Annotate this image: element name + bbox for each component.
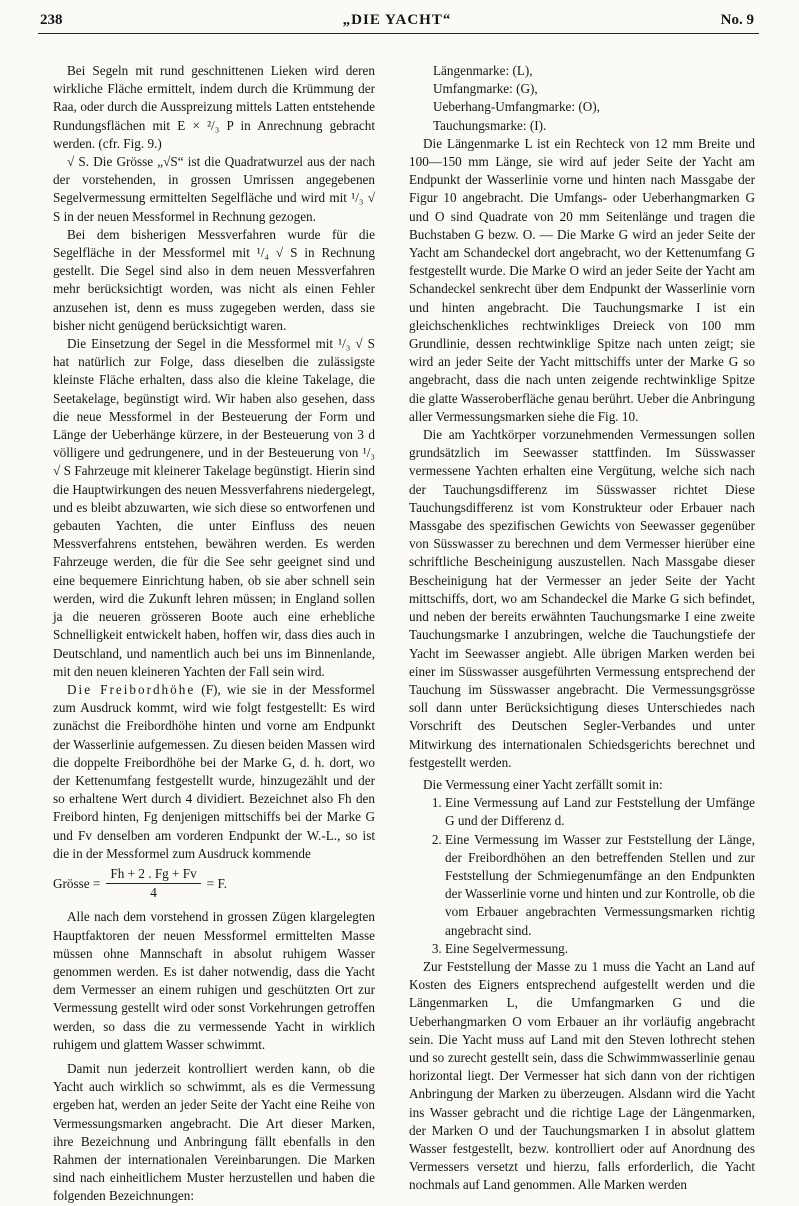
paragraph: Die Längenmarke L ist ein Rechteck von 12 mm Breite und 100—150 mm Länge, sie wird auf jeder Seite der Yacht am Endpunkt der Wasserlinie vorne und hinten nach Massgabe der Figur 10 angebracht. Die Umfangs- oder Ueberhangmarken G und O sind Quadrate von 20 mm Seitenlänge und tragen die Buchstaben G bezw. O. — Die Marke G wird an jeder Seite der Yacht am Schandeckel dort angebracht, wo der Kettenumfang G festgestellt wurde. Die Marke O wird an jeder Seite der Yacht am Schandeckel senkrecht über dem Endpunkt der Wasserlinie vorn und hinten angebracht. Die Tauchungsmarke I ist ein gleichschenkliches rechtwinkliges Dreieck von 100 mm Grundlinie, dessen rechtwinklige Spitze nach unten zeigt; sie wird an jeder Seite der Yacht mittschiffs unter der Marke G so angebracht, dass die nach unten zeigende rechtwinklige Spitze die glatte Wasseroberfläche genau berührt. Ueber die Anbringung aller Vermessungsmarken siehe die Fig. 10. [409, 135, 755, 424]
list-item: 3. Eine Segelvermessung. [445, 940, 755, 958]
journal-title: „DIE YACHT“ [342, 12, 452, 28]
paragraph-freibord [53, 681, 375, 863]
formula-denominator: 4 [150, 885, 157, 901]
issue-number: No. 9 [720, 12, 754, 28]
paragraph: Bei Segeln mit rund geschnittenen Lieken wird deren wirkliche Fläche ermittelt, indem durch die Krümmung der Raa, oder durch die Ausspreizung mittels Latten entstehende Rundungsflächen mit E × ²/₃ P in Anrechnung gebracht werden. (cfr. Fig. 9.) [53, 63, 375, 151]
formula-numerator: Fh + 2 . Fg + Fv [106, 865, 200, 884]
page-header [40, 10, 754, 32]
right-column [409, 62, 755, 1195]
paragraph: Alle nach dem vorstehend in grossen Zügen klargelegten Hauptfaktoren der neuen Messformel ermittelten Masse müssen ohne Mannschaft in absolut ruhigem Wasser genommen werden. Es ist daher notwendig, dass die Yacht dem Vermesser an einem ruhigen und geschützten Ort zur Vermessung gestellt wird oder sonst Vorkehrungen getroffen werden, so dass die zu vermessende Yacht in wirklich ruhigem und glattem Wasser schwimmt. [53, 909, 375, 1052]
mark-line: Tauchungsmarke: (I). [433, 117, 547, 133]
list-item: 1. Eine Vermessung auf Land zur Feststellung der Umfänge G und der Differenz d. [445, 794, 755, 830]
paragraph: Die Vermessung einer Yacht zerfällt somit in: [423, 776, 663, 792]
paragraph: Bei dem bisherigen Messverfahren wurde für die Segelfläche in der Messformel mit ¹/₄ √ S in Rechnung gestellt. Die Segel sind also in dem neuen Messverfahren mehr berücksichtigt worden, was nicht als einen Fehler anzusehen ist, denn es muss zugegeben werden, dass sie bisher nicht genügend berücksichtigt waren. [53, 226, 375, 333]
formula-fraction [106, 865, 200, 902]
mark-line: Umfangmarke: (G), [433, 81, 538, 97]
paragraph: √ S. Die Grösse „√S“ ist die Quadratwurzel aus der nach der vorstehenden, in grossen Umrissen angegebenen Segelvermessung ermittelten Segelfläche und wird mit ¹/₃ √ S in der neuen Messformel in Rechnung gezogen. [53, 154, 375, 224]
freibord-formula [53, 865, 375, 902]
list-item: 2. Eine Vermessung im Wasser zur Feststellung der Länge, der Freibordhöhen an den betreffenden Stellen und zur Feststellung der Schmiegenumfänge an den Endpunkten der Wasserlinie vorne und hinten und zur Kontrolle, ob die vom Erbauer angebrachten Vermessungsmarken richtig angebracht sind. [445, 831, 755, 940]
page-number: 238 [40, 12, 63, 28]
formula-right: = F. [206, 875, 228, 891]
spaced-heading: Die Freibordhöhe [67, 681, 196, 697]
mark-line: Ueberhang-Umfangmarke: (O), [433, 99, 600, 115]
left-column [53, 62, 375, 1206]
paragraph: Damit nun jederzeit kontrolliert werden kann, ob die Yacht auch wirklich so schwimmt, als es die Vermessung ergeben hat, werden an jeder Seite der Yacht eine Reihe von Vermessungsmarken angebracht. Die Art dieser Marken, ihre Bezeichnung und Anbringung fällt ebenfalls in den Rahmen der internationalen Vereinbarungen. Die Marken sind nach einheitlichem Muster herzustellen und haben die folgenden Bezeichnungen: [53, 1060, 375, 1204]
paragraph: Die am Yachtkörper vorzunehmenden Vermessungen sollen grundsätzlich im Seewasser stattfinden. Im Süsswasser vermessene Yachten erhalten eine Vergütung, welche sich nach der Tauchungsdifferenz im Süsswasser richtet Diese Tauchungsdifferenz ist vom Konstrukteur oder Erbauer nach Massgabe des spezifischen Gewichts von Seewasser gegenüber von Süsswasser zu berechnen und dem Vermesser hierüber eine schriftliche Bescheinigung auszustellen. Nach Massgabe dieser Bescheinigung hat der Vermesser an jeder Seite der Yacht mittschiffs, dort, wo am Schandeckel die Marke G sich befindet, und neben der bereits erwähnten Tauchungsmarke I eine zweite Tauchungsmarke I anzubringen, welche die Tauchungstiefe der Yacht im Seewasser angiebt. Alle übrigen Marken werden bei einer im Süsswasser ausgeführten Vermessung entsprechend der Tauchung im Süsswasser angebracht. Die Vermessungsgrösse soll dann unter Berücksichtigung dieses Unterschiedes nach Vorschrift des Deutschen Segler-Verbandes und unter Mitwirkung des internationalen Schiedsgerichts berechnet und festgestellt werden. [409, 427, 755, 770]
paragraph-text: (F), wie sie in der Messformel zum Ausdruck kommt, wird wie folgt festgestellt: Es wird zunächst die Freibordhöhe hinten und vorne am Endpunkt der Wasserlinie aufgemessen. Zu diesen beiden Massen wird die doppelte Freibordhöhe bei der Marke G, d. h. dort, wo der Kettenumfang festgestellt wurde, hinzugezählt und der so erhaltene Wert durch 4 dividiert. Bezeichnet also Fh den Freibord hinten, Fg denjenigen mittschiffs bei der Marke G und Fv denselben am vorderen Endpunkt der W.-L., so ist die in der Messformel zum Ausdruck kommende [53, 681, 376, 861]
header-rule [38, 33, 759, 34]
mark-line: Längenmarke: (L), [433, 63, 533, 78]
measurement-list [409, 794, 755, 958]
formula-left: Grösse = [53, 875, 101, 891]
paragraph: Die Einsetzung der Segel in die Messformel mit ¹/₃ √ S hat natürlich zur Folge, dass dieselben die zulässigste kleinste Fläche erhalten, dass also die kleine Takelage, die Seetakelage, begünstigt wird. Wir haben also gesehen, dass die neue Messformel in der Besteuerung der Form und Länge der Ueberhänge kürzere, in der Besteuerung von 3 d völligere und gedrungenere, und in der Besteuerung von ¹/₃ √ S Fahrzeuge mit kleinerer Takelage begünstigt. Hierin sind die Hauptwirkungen des neuen Messverfahrens niedergelegt, und es bleibt abzuwarten, wie sich diese so entworfenen und gebauten Yachten, die unter Einfluss des neuen Messverfahrens entstehen, bewähren werden. Es werden Fahrzeuge werden, die für die See sehr geeignet sind und eine bequemere Einrichtung haben, ob sie aber schnell sein werden, wird die Zukunft lehren müssen; in England sollen ja die neueren grösseren Boote auch eine erhebliche Schnelligkeit entwickelt haben, hoffen wir, dass dies auch in Deutschland, und namentlich auch bei uns im Binnenlande, mit den neuen kleineren Yachten der Fall sein wird. [53, 336, 376, 679]
paragraph: Zur Feststellung der Masse zu 1 muss die Yacht an Land auf Kosten des Eigners entsprechend aufgestellt werden und die Längenmarken L, die Umfangmarken G und die Ueberhangmarken O vom Erbauer an ihr vorläufig angebracht sein. Die Yacht muss auf Land mit den Steven lothrecht stehen und so zurecht gestellt sein, dass die Schwimmwasserlinie genau horizontal liegt. Der Vermesser hat sich dann von der richtigen Anbringung der Marken zu überzeugen. Alsdann wird die Yacht ins Wasser gebracht und die richtige Lage der Längenmarken, der Marken O und der Tauchungsmarken I in absolut glattem Wasser festgestellt, bezw. kontrolliert oder auf Anordnung des Vermessers versetzt und hierzu, falls erforderlich, die Yacht nochmals auf Land genommen. Alle Marken werden [409, 958, 755, 1193]
